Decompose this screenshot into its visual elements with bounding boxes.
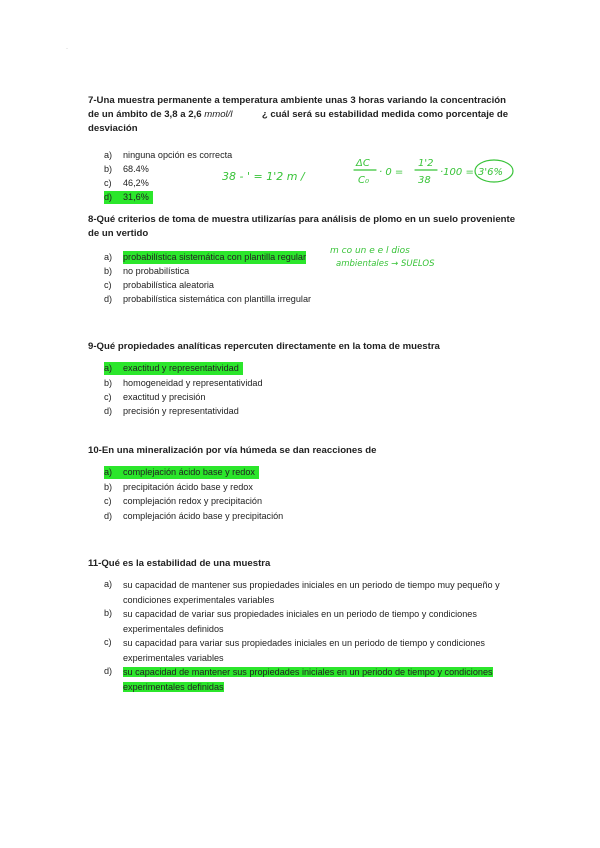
option-letter: b) <box>104 482 113 492</box>
question-10-title: 10-En una mineralización por vía húmeda se dan reacciones de <box>88 445 377 456</box>
question-10-option-a[interactable] <box>104 466 259 479</box>
option-text: su capacidad para variar sus propiedades iniciales en un periodo de tiempo y condiciones experimentales variables <box>123 638 485 663</box>
option-letter: a) <box>104 579 113 589</box>
highlighted-answer: su capacidad de mantener sus propiedades iniciales en un periodo de tiempo y condiciones experimentales definidas <box>123 667 493 692</box>
option-letter: a) <box>104 467 113 477</box>
option-text: su capacidad de mantener sus propiedades iniciales en un periodo de tiempo muy pequeño y condiciones experimentales variables <box>123 580 500 605</box>
option-letter: c) <box>104 392 112 402</box>
question-11-option-c[interactable] <box>104 636 523 666</box>
option-letter: b) <box>104 378 113 388</box>
handwritten-subtraction: 38 - ' = 1'2 m / <box>222 170 305 183</box>
option-text: probabilística aleatoria <box>123 280 214 290</box>
option-text <box>123 665 523 695</box>
question-7-text-start: 7-Una muestra permanente a temperatura ambiente unas 3 horas variando la concentración de un ámbito de 3,8 a 2,6 <box>88 95 506 120</box>
option-text: su capacidad de variar sus propiedades iniciales en un periodo de tiempo y condiciones experimentales definidos <box>123 609 477 634</box>
handwritten-times-100: ·100 = <box>440 167 474 178</box>
question-9-option-d[interactable] <box>104 405 239 418</box>
option-text: exactitud y representatividad <box>123 363 239 373</box>
option-letter: d) <box>104 511 113 521</box>
option-text: probabilística sistemática con plantilla regular <box>123 252 306 262</box>
handwritten-times-equal: · 0 = <box>379 167 404 178</box>
option-letter: b) <box>104 266 113 276</box>
question-8-title: 8-Qué criterios de toma de muestra utilizarías para análisis de plomo en un suelo proveniente de un vertido <box>88 214 516 239</box>
handwritten-note-line-1: m co un e e l dios <box>330 246 410 256</box>
handwritten-numerator: 1'2 <box>418 158 434 169</box>
question-11-option-b[interactable] <box>104 607 523 637</box>
question-9-option-a[interactable] <box>104 362 243 375</box>
option-letter: b) <box>104 608 113 618</box>
option-text: 68.4% <box>123 164 149 174</box>
option-text: exactitud y precisión <box>123 392 206 402</box>
option-letter: b) <box>104 164 113 174</box>
option-text: precipitación ácido base y redox <box>123 482 253 492</box>
option-letter: c) <box>104 280 112 290</box>
question-11-option-d[interactable] <box>104 665 523 695</box>
option-text: ninguna opción es correcta <box>123 150 233 160</box>
option-letter: d) <box>104 294 113 304</box>
question-7-unit: mmol/l <box>204 109 233 120</box>
option-text: 46,2% <box>123 178 149 188</box>
option-letter: d) <box>104 192 113 202</box>
option-letter: a) <box>104 150 113 160</box>
option-letter: d) <box>104 406 113 416</box>
option-letter: d) <box>104 666 113 676</box>
question-9-title: 9-Qué propiedades analíticas repercuten directamente en la toma de muestra <box>88 341 440 352</box>
option-letter: a) <box>104 363 113 373</box>
handwritten-result: 3'6% <box>478 167 503 178</box>
question-10-option-d[interactable] <box>104 510 283 523</box>
question-9-option-c[interactable] <box>104 391 205 404</box>
option-letter: c) <box>104 637 112 647</box>
question-11-option-a[interactable] <box>104 578 523 608</box>
option-letter: c) <box>104 496 112 506</box>
question-10-option-b[interactable] <box>104 481 253 494</box>
option-text: no probabilística <box>123 266 190 276</box>
page-mark: · <box>66 46 68 52</box>
option-text: probabilística sistemática con plantilla irregular <box>123 294 312 304</box>
option-letter: c) <box>104 178 112 188</box>
option-text: complejación ácido base y redox <box>123 467 255 477</box>
handwritten-c0: C₀ <box>358 175 369 186</box>
option-text: complejación ácido base y precipitación <box>123 511 284 521</box>
question-9-option-b[interactable] <box>104 377 263 390</box>
question-7-text-end: ¿ cuál será su estabilidad medida como porcentaje de desviación <box>88 109 509 134</box>
handwritten-denominator: 38 <box>418 175 431 186</box>
option-text: complejación redox y precipitación <box>123 496 263 506</box>
option-text: homogeneidad y representatividad <box>123 378 263 388</box>
question-10-option-c[interactable] <box>104 495 262 508</box>
option-text: 31,6% <box>123 192 149 202</box>
option-letter: a) <box>104 252 113 262</box>
handwritten-note-line-2: ambientales → SUELOS <box>336 259 435 269</box>
option-text: precisión y representatividad <box>123 406 239 416</box>
handwritten-delta-c: ΔC <box>356 158 370 169</box>
question-11-title: 11-Qué es la estabilidad de una muestra <box>88 558 271 569</box>
